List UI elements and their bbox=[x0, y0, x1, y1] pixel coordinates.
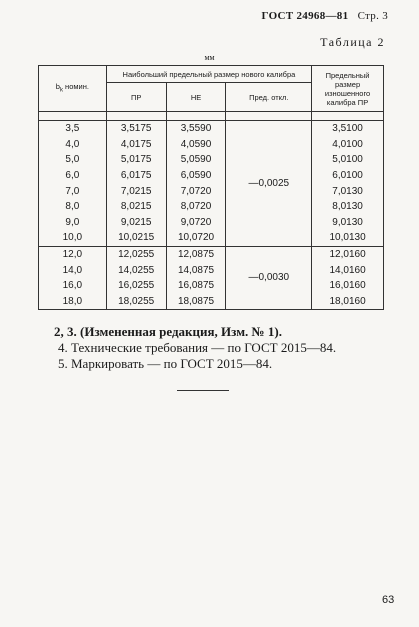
cell-pr: 16,0255 bbox=[106, 278, 166, 294]
cell-pr: 8,0215 bbox=[106, 199, 166, 215]
cell-worn: 16,0160 bbox=[312, 278, 384, 294]
table-row bbox=[39, 230, 384, 246]
table-row bbox=[39, 137, 384, 153]
cell-b-nominal: 9,0 bbox=[39, 215, 107, 231]
cell-ne: 5,0590 bbox=[166, 152, 226, 168]
cell-b-nominal: 7,0 bbox=[39, 183, 107, 199]
cell-ne: 12,0875 bbox=[166, 246, 226, 262]
cell-b-nominal: 3,5 bbox=[39, 121, 107, 137]
table-row bbox=[39, 199, 384, 215]
amendment-note: 2, 3. (Измененная редакция, Изм. № 1). bbox=[54, 324, 282, 339]
page-header bbox=[0, 10, 388, 22]
cell-pr: 6,0175 bbox=[106, 168, 166, 184]
cell-b-nominal: 4,0 bbox=[39, 137, 107, 153]
header-deviation: Пред. откл. bbox=[226, 83, 312, 112]
table-row bbox=[39, 262, 384, 278]
cell-b-nominal: 6,0 bbox=[39, 168, 107, 184]
cell-deviation: —0,0025 bbox=[226, 121, 312, 247]
cell-worn: 4,0100 bbox=[312, 137, 384, 153]
note-marking: 5. Маркировать — по ГОСТ 2015—84. bbox=[58, 356, 273, 371]
header-worn-gauge: Предельный размер изношенного калибра ПР bbox=[312, 66, 384, 112]
header-pr: ПР bbox=[106, 83, 166, 112]
header-b-nominal: $b_k$ номин. bbox=[39, 66, 107, 112]
notes-section bbox=[38, 324, 336, 372]
standard-number: ГОСТ 24968—81 bbox=[261, 10, 349, 22]
cell-worn: 3,5100 bbox=[312, 121, 384, 137]
cell-ne: 6,0590 bbox=[166, 168, 226, 184]
table-spacer-row bbox=[39, 112, 384, 121]
cell-pr: 3,5175 bbox=[106, 121, 166, 137]
cell-deviation: —0,0030 bbox=[226, 246, 312, 309]
cell-pr: 14,0255 bbox=[106, 262, 166, 278]
cell-pr: 7,0215 bbox=[106, 183, 166, 199]
cell-b-nominal: 5,0 bbox=[39, 152, 107, 168]
cell-b-nominal: 18,0 bbox=[39, 294, 107, 310]
dimensions-table bbox=[38, 65, 384, 310]
units-label: мм bbox=[204, 53, 215, 62]
divider-line bbox=[177, 390, 229, 391]
table-row bbox=[39, 278, 384, 294]
cell-ne: 4,0590 bbox=[166, 137, 226, 153]
cell-pr: 10,0215 bbox=[106, 230, 166, 246]
cell-worn: 5,0100 bbox=[312, 152, 384, 168]
cell-worn: 7,0130 bbox=[312, 183, 384, 199]
table-body bbox=[39, 112, 384, 310]
cell-ne: 18,0875 bbox=[166, 294, 226, 310]
table-row bbox=[39, 246, 384, 262]
cell-ne: 10,0720 bbox=[166, 230, 226, 246]
table-row bbox=[39, 152, 384, 168]
cell-pr: 9,0215 bbox=[106, 215, 166, 231]
cell-pr: 5,0175 bbox=[106, 152, 166, 168]
table-row bbox=[39, 121, 384, 137]
header-new-gauge-group: Наибольший предельный размер нового калибра bbox=[106, 66, 311, 83]
cell-worn: 9,0130 bbox=[312, 215, 384, 231]
page-label: Стр. 3 bbox=[357, 10, 388, 22]
cell-b-nominal: 16,0 bbox=[39, 278, 107, 294]
page-number: 63 bbox=[382, 594, 395, 606]
table-row bbox=[39, 168, 384, 184]
cell-pr: 4,0175 bbox=[106, 137, 166, 153]
cell-ne: 9,0720 bbox=[166, 215, 226, 231]
cell-b-nominal: 8,0 bbox=[39, 199, 107, 215]
cell-worn: 18,0160 bbox=[312, 294, 384, 310]
table-row bbox=[39, 215, 384, 231]
cell-ne: 7,0720 bbox=[166, 183, 226, 199]
cell-ne: 14,0875 bbox=[166, 262, 226, 278]
table-caption: Таблица 2 bbox=[320, 35, 385, 49]
cell-ne: 3,5590 bbox=[166, 121, 226, 137]
cell-b-nominal: 10,0 bbox=[39, 230, 107, 246]
cell-worn: 6,0100 bbox=[312, 168, 384, 184]
cell-ne: 16,0875 bbox=[166, 278, 226, 294]
cell-worn: 8,0130 bbox=[312, 199, 384, 215]
cell-worn: 12,0160 bbox=[312, 246, 384, 262]
cell-b-nominal: 14,0 bbox=[39, 262, 107, 278]
cell-pr: 12,0255 bbox=[106, 246, 166, 262]
header-ne: НЕ bbox=[166, 83, 226, 112]
cell-ne: 8,0720 bbox=[166, 199, 226, 215]
cell-worn: 10,0130 bbox=[312, 230, 384, 246]
table-row bbox=[39, 294, 384, 310]
cell-b-nominal: 12,0 bbox=[39, 246, 107, 262]
note-technical-requirements: 4. Технические требования — по ГОСТ 2015—84. bbox=[58, 340, 337, 355]
cell-worn: 14,0160 bbox=[312, 262, 384, 278]
cell-pr: 18,0255 bbox=[106, 294, 166, 310]
table-row bbox=[39, 183, 384, 199]
